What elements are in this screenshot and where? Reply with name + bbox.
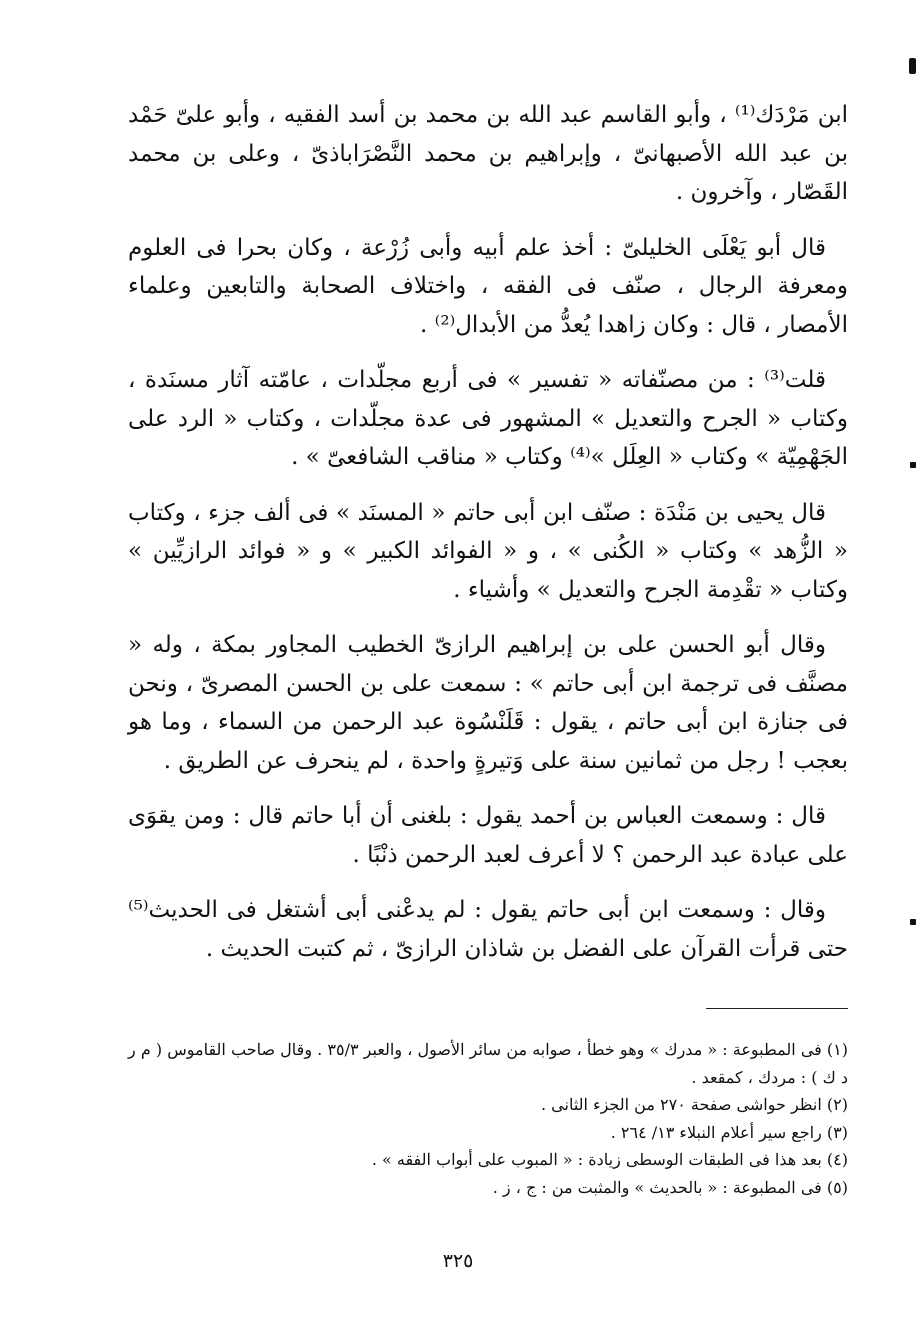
- footnote-divider: [706, 1008, 848, 1009]
- main-text: [128, 96, 848, 985]
- footnote-2: (٢) انظر حواشى صفحة ٢٧٠ من الجزء الثانى .: [541, 1095, 848, 1114]
- footnote-1: (١) فى المطبوعة : « مدرك » وهو خطأ ، صوابه من سائر الأصول ، والعبر ٣٥/٣ . وقال صاحب القاموس ( م ر د ك ) : مردك ، كمقعد .: [128, 1040, 849, 1087]
- paragraph-7: وقال : وسمعت ابن أبى حاتم يقول : لم يدعْنى أبى أشتغل فى الحديث⁽⁵⁾ حتى قرأت القرآن على الفضل بن شاذان الرازىّ ، ثم كتبت الحديث .: [128, 897, 848, 962]
- paragraph-3: قلت⁽³⁾ : من مصنّفاته « تفسير » فى أربع مجلّدات ، عامّته آثار مسنَدة ، وكتاب « الجرح والتعديل » المشهور فى عدة مجلّدات ، وكتاب « الرد على الجَهْمِيّة » وكتاب « العِلَل »⁽⁴⁾ وكتاب « مناقب الشافعىّ » .: [128, 367, 848, 470]
- page-number: ٣٢٥: [442, 1250, 474, 1272]
- footnote-3: (٣) راجع سير أعلام النبلاء ١٣/ ٢٦٤ .: [610, 1122, 848, 1142]
- scan-edge-mark: [909, 58, 916, 74]
- scan-edge-mark: [910, 919, 916, 925]
- paragraph-1: ابن مَرْدَك⁽¹⁾ ، وأبو القاسم عبد الله بن محمد بن أسد الفقيه ، وأبو علىّ حَمْد بن عبد الله الأصبهانىّ ، وإبراهيم بن محمد النَّصْرَاباذىّ ، وعلى بن محمد القَصّار ، وآخرون .: [128, 102, 848, 205]
- footnote-5: (٥) فى المطبوعة : « بالحديث » والمثبت من : ج ، ز .: [492, 1177, 848, 1197]
- scan-edge-mark: [910, 462, 916, 468]
- footnote-4: (٤) بعد هذا فى الطبقات الوسطى زيادة : « المبوب على أبواب الفقه » .: [371, 1150, 848, 1169]
- paragraph-2: قال أبو يَعْلَى الخليلىّ : أخذ علم أبيه وأبى زُرْعة ، وكان بحرا فى العلوم ومعرفة الرجال ، صنّف فى الفقه ، واختلاف الصحابة والتابعين وعلماء الأمصار ، قال : وكان زاهدا يُعدُّ من الأبدال⁽²⁾ .: [128, 234, 848, 338]
- paragraph-6: قال : وسمعت العباس بن أحمد يقول : بلغنى أن أبا حاتم قال : ومن يقوَى على عبادة عبد الرحمن ؟ لا أعرف لعبد الرحمن ذنْبًا .: [128, 803, 848, 868]
- footnotes: [128, 1036, 848, 1201]
- paragraph-5: وقال أبو الحسن على بن إبراهيم الرازىّ الخطيب المجاور بمكة ، وله « مصنَّف فى ترجمة ابن أبى حاتم » : سمعت على بن الحسن المصرىّ ، ونحن فى جنازة ابن أبى حاتم ، يقول : قَلَنْسُوة عبد الرحمن من السماء ، وما هو بعجب ! رجل من ثمانين سنة على وَتيرةٍ واحدة ، لم ينحرف عن الطريق .: [128, 632, 848, 774]
- paragraph-4: قال يحيى بن مَنْدَة : صنّف ابن أبى حاتم « المسنَد » فى ألف جزء ، وكتاب « الزُّهد » وكتاب « الكُنى » ، و « الفوائد الكبير » و « فوائد الرازيِّين » وكتاب « تقْدِمة الجرح والتعديل » وأشياء .: [128, 499, 848, 603]
